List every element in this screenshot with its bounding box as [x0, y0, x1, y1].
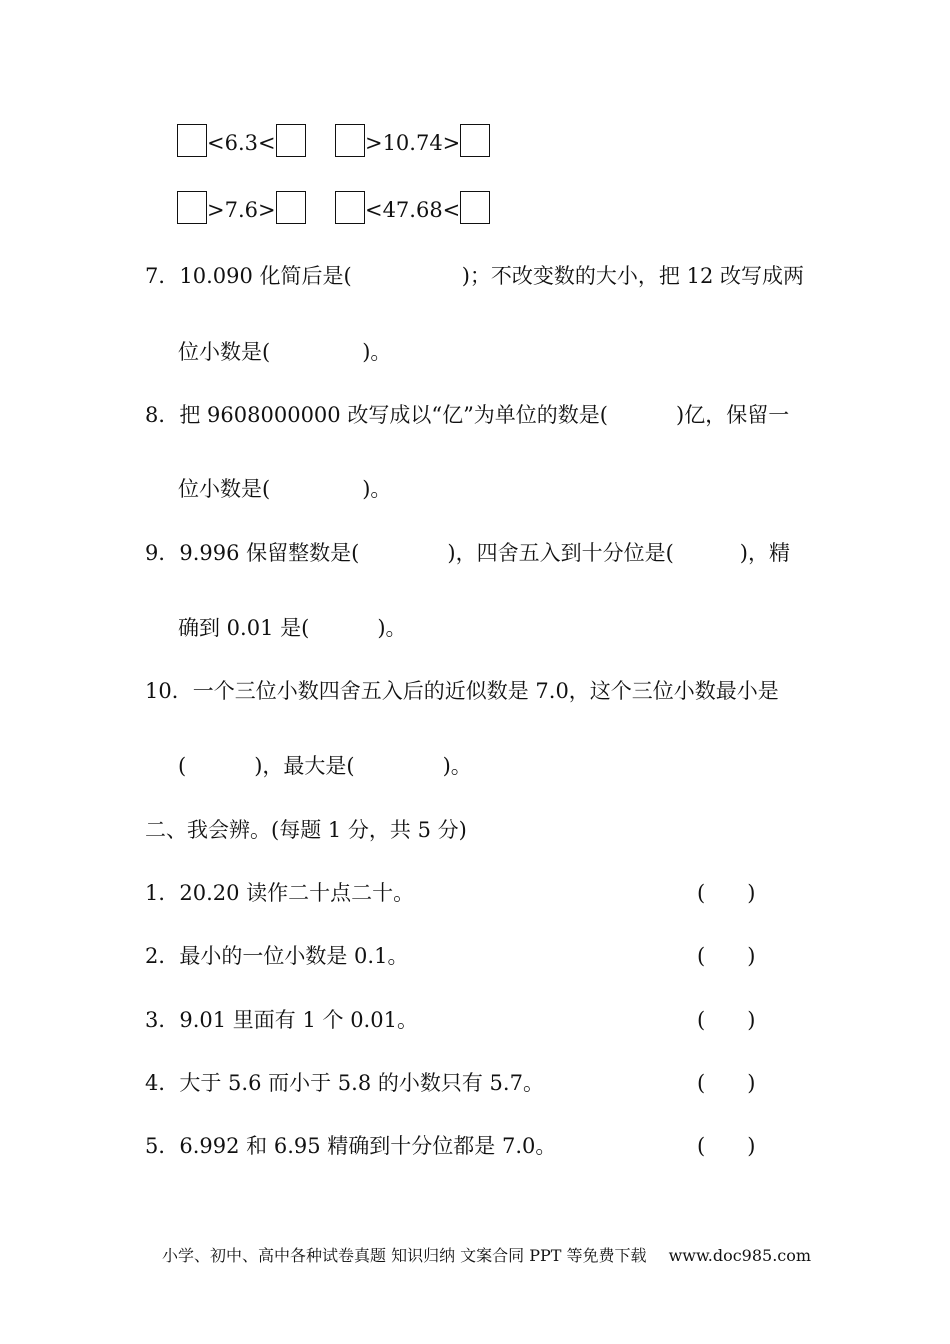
judge-item: [145, 1132, 556, 1160]
question-number: 8．: [145, 403, 180, 427]
answer-box[interactable]: [335, 124, 365, 157]
item-number: 1．: [145, 881, 180, 905]
item-text: 大于 5.6 而小于 5.8 的小数只有 5.7。: [179, 1071, 544, 1095]
question-text: )。: [377, 616, 407, 640]
question-text: )；不改变数的大小，把 12 改写成两: [461, 264, 804, 288]
question-number: 9．: [145, 541, 180, 565]
question-number: 7．: [145, 264, 180, 288]
judge-item: [145, 1006, 418, 1034]
question-9-line-2: [178, 614, 407, 642]
answer-box[interactable]: [460, 124, 490, 157]
question-10-line-2: [178, 752, 472, 780]
item-text: 最小的一位小数是 0.1。: [179, 944, 409, 968]
question-text: )，最大是(: [254, 754, 355, 778]
question-8-line-1: [145, 401, 789, 429]
judge-item: [145, 942, 408, 970]
question-text: )。: [362, 477, 392, 501]
question-text: )。: [362, 340, 392, 364]
question-text: 10.090 化简后是(: [179, 264, 352, 288]
question-7-line-2: [178, 338, 391, 366]
judge-answer-parens[interactable]: ( ): [697, 944, 756, 968]
question-text: )，四舍五入到十分位是(: [447, 541, 674, 565]
question-text: )，精: [739, 541, 790, 565]
question-text: )亿，保留一: [676, 403, 790, 427]
answer-box[interactable]: [276, 124, 306, 157]
judge-item: [145, 1069, 544, 1097]
question-text: )。: [442, 754, 472, 778]
question-8-line-2: [178, 475, 391, 503]
page-footer: [162, 1245, 811, 1267]
answer-box[interactable]: [177, 124, 207, 157]
box-inequality-row-1: [177, 124, 490, 157]
answer-box[interactable]: [276, 191, 306, 224]
judge-item: [145, 879, 414, 907]
inequality-text: >7.6>: [207, 198, 276, 222]
inequality-text: <47.68<: [364, 198, 461, 222]
answer-box[interactable]: [335, 191, 365, 224]
question-9-line-1: [145, 539, 790, 567]
item-number: 3．: [145, 1008, 180, 1032]
section-2-title: 二、我会辨。(每题 1 分，共 5 分): [145, 818, 467, 842]
item-number: 5．: [145, 1134, 180, 1158]
footer-text: 小学、初中、高中各种试卷真题 知识归纳 文案合同 PPT 等免费下载: [162, 1246, 647, 1265]
item-number: 2．: [145, 944, 180, 968]
inequality-text: >10.74>: [364, 131, 461, 155]
question-text: 把 9608000000 改写成以“亿”为单位的数是(: [179, 403, 608, 427]
question-text: 9.996 保留整数是(: [179, 541, 360, 565]
judge-answer-parens[interactable]: ( ): [697, 1071, 756, 1095]
question-text: 位小数是(: [178, 340, 271, 364]
inequality-text: <6.3<: [207, 131, 276, 155]
question-text: (: [178, 754, 187, 778]
question-7-line-1: [145, 262, 804, 290]
footer-link[interactable]: www.doc985.com: [668, 1246, 812, 1265]
judge-answer-parens[interactable]: ( ): [697, 881, 756, 905]
answer-box[interactable]: [460, 191, 490, 224]
judge-answer-parens[interactable]: ( ): [697, 1134, 756, 1158]
box-inequality-row-2: [177, 191, 490, 224]
item-text: 6.992 和 6.95 精确到十分位都是 7.0。: [179, 1134, 557, 1158]
item-text: 9.01 里面有 1 个 0.01。: [179, 1008, 418, 1032]
judge-answer-parens[interactable]: ( ): [697, 1008, 756, 1032]
item-text: 20.20 读作二十点二十。: [179, 881, 415, 905]
question-text: 位小数是(: [178, 477, 271, 501]
question-text: 一个三位小数四舍五入后的近似数是 7.0，这个三位小数最小是: [192, 679, 779, 703]
question-10-line-1: [145, 677, 779, 705]
question-number: 10．: [145, 679, 193, 703]
answer-box[interactable]: [177, 191, 207, 224]
question-text: 确到 0.01 是(: [178, 616, 310, 640]
item-number: 4．: [145, 1071, 180, 1095]
